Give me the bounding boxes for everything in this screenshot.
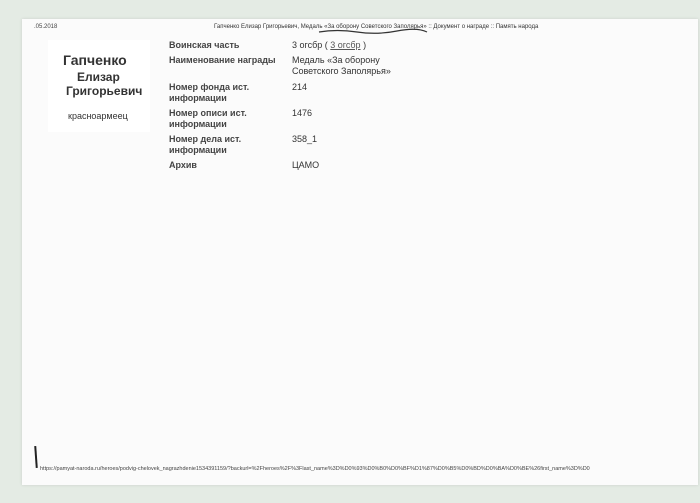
fond-label-line1: Номер фонда ист. — [169, 82, 250, 92]
print-footer-url: https://pamyat-naroda.ru/heroes/podvig-chelovek_nagrazhdenie1534391159/?backurl=%2Fheroes%2F%3Flast_name%3D%D0%93%D0%B0%D0%BF%D1%87%D0%B5%D0%BD%D0%BA%D0%BE%26first_name%3D%D0 — [40, 466, 590, 472]
print-title: Гапченко Елизар Григорьевич, Медаль «За оборону Советского Заполярья» :: Документ о награде :: Память народа — [214, 24, 539, 30]
unit-label: Воинская часть — [169, 40, 240, 50]
person-surname: Гапченко — [63, 52, 127, 68]
pen-underline-mark — [317, 27, 429, 35]
opis-label-line1: Номер описи ист. — [169, 108, 247, 118]
archive-value: ЦАМО — [292, 160, 320, 170]
unit-value — [292, 40, 366, 51]
award-value-line2: Советского Заполярья» — [292, 66, 391, 76]
opis-label-line2: информации — [169, 119, 227, 129]
fond-value: 214 — [292, 82, 308, 92]
award-value-line1: Медаль «За оборону — [292, 55, 380, 65]
delo-label-line2: информации — [169, 145, 227, 155]
print-date: .05.2018 — [34, 24, 58, 30]
fond-label-line2: информации — [169, 93, 227, 103]
unit-link[interactable]: 3 огсбр — [330, 40, 361, 50]
person-patronymic: Григорьевич — [66, 84, 143, 98]
delo-value: 358_1 — [292, 134, 318, 144]
unit-value-suffix: ) — [363, 40, 367, 50]
unit-value-prefix: 3 огсбр ( — [292, 40, 328, 50]
delo-label-line1: Номер дела ист. — [169, 134, 242, 144]
opis-value: 1476 — [292, 108, 313, 118]
person-rank: красноармеец — [68, 111, 128, 121]
person-given-name: Елизар — [77, 70, 120, 84]
award-label: Наименование награды — [169, 55, 276, 65]
archive-label: Архив — [169, 160, 197, 170]
